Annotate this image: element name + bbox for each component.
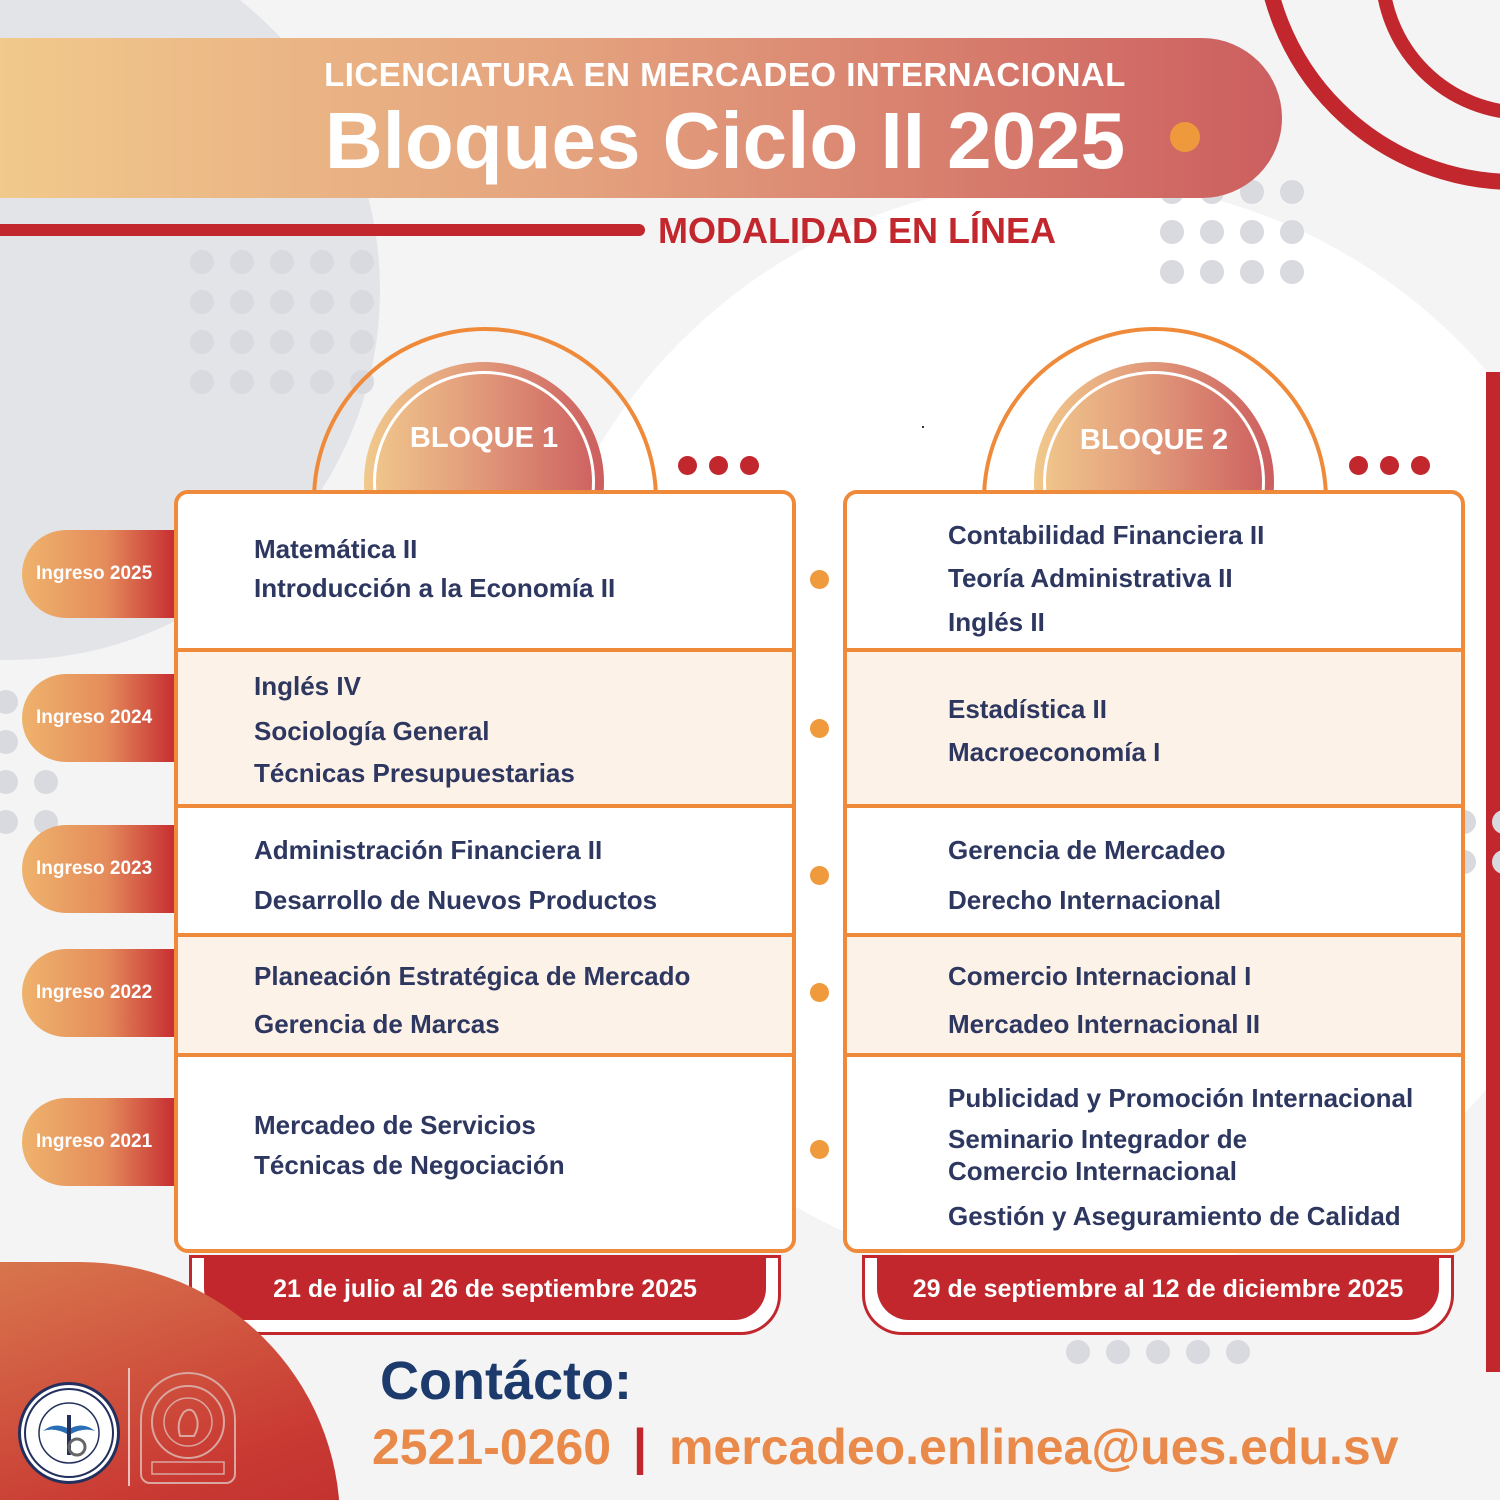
subject: Gerencia de Mercadeo (948, 835, 1226, 865)
title-dot (1170, 122, 1200, 152)
contact-phone[interactable]: 2521-0260 (372, 1419, 612, 1475)
contact-label: Contácto: (380, 1351, 632, 1411)
subject: Publicidad y Promoción Internacional (948, 1083, 1414, 1113)
bloque2-label: BLOQUE 2 (1079, 424, 1229, 456)
ingreso-2022-tag: Ingreso 2022 (22, 949, 174, 1037)
speck (922, 426, 924, 428)
header-rule (0, 224, 645, 236)
subject: Gestión y Aseguramiento de Calidad (948, 1201, 1401, 1231)
subject: Comercio Internacional (948, 1156, 1237, 1186)
bloque1-label: BLOQUE 1 (409, 422, 559, 454)
subject: Desarrollo de Nuevos Productos (254, 885, 658, 915)
contact-separator: | (633, 1419, 648, 1475)
subject: Teoría Administrativa II (948, 563, 1233, 593)
bloque2-date-bar (862, 1255, 1454, 1335)
bloque1-date-bar (189, 1255, 781, 1335)
subject: Seminario Integrador de (948, 1124, 1248, 1154)
connector-dot (810, 1140, 829, 1159)
subject: Macroeconomía I (948, 737, 1161, 767)
bloque2-dots (1349, 456, 1442, 480)
bloque1-dots (678, 456, 771, 480)
subject: Estadística II (948, 694, 1107, 724)
ingreso-2025-tag: Ingreso 2025 (22, 530, 174, 618)
subject: Administración Financiera II (254, 835, 603, 865)
subject: Gerencia de Marcas (254, 1009, 500, 1039)
page-title: Bloques Ciclo II 2025 (324, 96, 1126, 185)
subject: Planeación Estratégica de Mercado (254, 961, 691, 991)
connector-dot (810, 983, 829, 1002)
connector-dot (810, 866, 829, 885)
ingreso-2023-tag: Ingreso 2023 (22, 825, 174, 913)
subject: Sociología General (254, 716, 490, 746)
bloque1-dates: 21 de julio al 26 de septiembre 2025 (204, 1258, 766, 1320)
bloque1-card (174, 490, 796, 1253)
bloque2-dates: 29 de septiembre al 12 de diciembre 2025 (877, 1258, 1439, 1320)
subject: Comercio Internacional I (948, 961, 1252, 991)
subject: Contabilidad Financiera II (948, 520, 1265, 550)
subject: Técnicas de Negociación (254, 1150, 565, 1180)
logo-separator (128, 1368, 130, 1486)
modality-label: MODALIDAD EN LÍNEA (658, 210, 1056, 251)
dot-pattern (190, 250, 374, 394)
connector-dot (810, 570, 829, 589)
connector-dot (810, 719, 829, 738)
university-seal-logo (140, 1372, 236, 1484)
program-name: LICENCIATURA EN MERCADEO INTERNACIONAL (324, 56, 1126, 93)
bloque2-card (843, 490, 1465, 1253)
ingreso-2024-tag: Ingreso 2024 (22, 674, 174, 762)
subject: Introducción a la Economía II (254, 573, 616, 603)
subject: Mercadeo de Servicios (254, 1110, 536, 1140)
subject: Derecho Internacional (948, 885, 1222, 915)
subject: Mercadeo Internacional II (948, 1009, 1261, 1039)
subject: Inglés II (948, 607, 1045, 637)
subject: Inglés IV (254, 671, 361, 701)
faculty-seal-logo (18, 1382, 120, 1484)
contact-email[interactable]: mercadeo.enlinea@ues.edu.sv (668, 1419, 1399, 1475)
subject: Matemática II (254, 534, 418, 564)
subject: Técnicas Presupuestarias (254, 758, 575, 788)
ingreso-2021-tag: Ingreso 2021 (22, 1098, 174, 1186)
contact-line (372, 1418, 1399, 1476)
